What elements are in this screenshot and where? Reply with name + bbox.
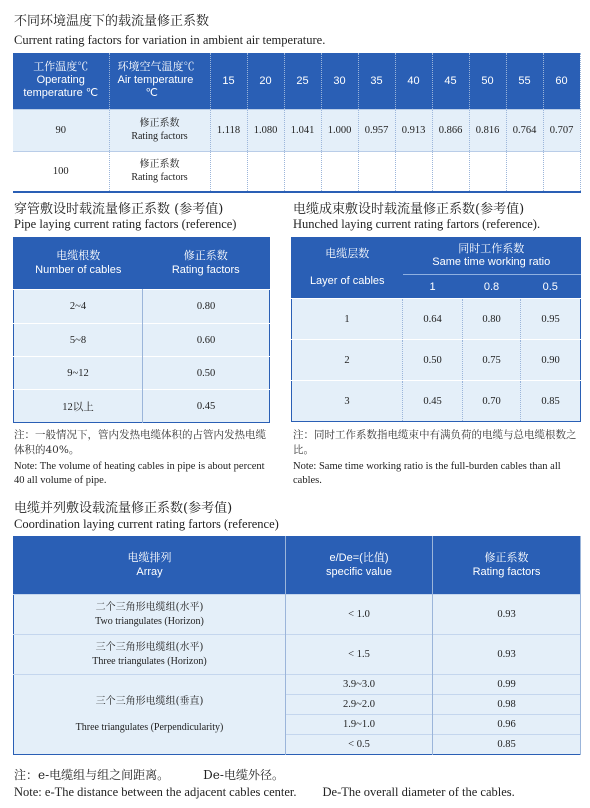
factor-cell: 0.95: [521, 299, 581, 340]
section2-note-cn: 注：一般情况下，管内发热电缆体积的占管内发热电缆体积的40%。: [14, 429, 266, 456]
temperature-factor-table: [13, 53, 581, 193]
table-header-row: [13, 53, 580, 109]
section2-title-en: Pipe laying current rating factors (reference): [14, 217, 237, 231]
section3-title-cn: 电缆成束敷设时载流量修正系数(参考值): [293, 202, 525, 217]
same-time-working-ratio-header: 同时工作系数 Same time working ratio: [403, 238, 581, 275]
factor-cell: [469, 151, 506, 192]
section4-note-en: Note: e-The distance between the adjacent cables center. De-The overall diameter of the cables.: [14, 785, 515, 799]
table-row: [14, 675, 581, 695]
rating-factor: 0.93: [433, 595, 581, 635]
specific-value: < 1.5: [286, 635, 433, 675]
factor-cell: 0.75: [463, 340, 521, 381]
pipe-laying-table: [13, 237, 270, 423]
specific-value: < 0.5: [286, 735, 433, 755]
table-row: [14, 290, 270, 324]
array-description: 三个三角形电缆组(垂直) Three triangulates (Perpendicularity): [14, 675, 286, 755]
temp-header: 60: [543, 53, 580, 109]
rating-factor: 0.80: [143, 290, 270, 324]
factor-cell: [358, 151, 395, 192]
rating-factor: 0.45: [143, 390, 270, 423]
section3-note-cn: 注：同时工作系数指电缆束中有满负荷的电缆与总电缆根数之比。: [293, 429, 577, 456]
factor-cell: 1.080: [247, 109, 284, 151]
rating-factor: 0.85: [433, 735, 581, 755]
rating-factor: 0.50: [143, 357, 270, 390]
cable-count: 12以上: [14, 390, 143, 423]
rating-factor: 0.98: [433, 695, 581, 715]
section4-title-en: Coordination laying current rating fartors (reference): [14, 517, 279, 531]
row-label: 修正系数 Rating factors: [109, 109, 210, 151]
table-header-row: [292, 238, 581, 275]
factor-cell: 1.118: [210, 109, 247, 151]
operating-temperature-header: 工作温度℃ Operating temperature ℃: [13, 53, 109, 109]
number-of-cables-header: 电缆根数 Number of cables: [14, 238, 143, 290]
cable-count: 9~12: [14, 357, 143, 390]
factor-cell: [543, 151, 580, 192]
hunched-laying-table: [291, 237, 581, 422]
factor-cell: 0.816: [469, 109, 506, 151]
table-row: [13, 151, 580, 192]
table-row: [292, 381, 581, 422]
factor-cell: [395, 151, 432, 192]
temp-header: 55: [506, 53, 543, 109]
factor-cell: 0.90: [521, 340, 581, 381]
section3-note-en: Note: Same time working ratio is the full-burden cables than all cables.: [293, 461, 561, 486]
section1-title-en: Current rating factors for variation in ambient air temperature.: [14, 33, 326, 47]
ambient-temperature-header: 环境空气温度℃ Air temperature ℃: [109, 53, 210, 109]
factor-cell: 0.957: [358, 109, 395, 151]
layer-count: 2: [292, 340, 403, 381]
factor-cell: 1.000: [321, 109, 358, 151]
table-row: [13, 109, 580, 151]
table-header-row: [14, 238, 270, 290]
factor-cell: [210, 151, 247, 192]
table-row: [14, 357, 270, 390]
layer-count: 3: [292, 381, 403, 422]
factor-cell: 0.80: [463, 299, 521, 340]
ratio-header: 1: [403, 275, 463, 299]
factor-cell: [506, 151, 543, 192]
rating-factors-header: 修正系数 Rating factors: [433, 537, 581, 595]
temp-header: 50: [469, 53, 506, 109]
table-row: [292, 340, 581, 381]
factor-cell: [321, 151, 358, 192]
factor-cell: 0.70: [463, 381, 521, 422]
table-header-row: [14, 537, 581, 595]
temp-header: 40: [395, 53, 432, 109]
temp-header: 20: [247, 53, 284, 109]
table-row: [14, 595, 581, 635]
factor-cell: 0.50: [403, 340, 463, 381]
rating-factor: 0.60: [143, 324, 270, 357]
rating-factor: 0.96: [433, 715, 581, 735]
coordination-laying-table: [13, 536, 581, 755]
table-row: [14, 635, 581, 675]
rating-factor: 0.99: [433, 675, 581, 695]
temp-header: 30: [321, 53, 358, 109]
factor-cell: [247, 151, 284, 192]
factor-cell: 0.85: [521, 381, 581, 422]
factor-cell: 0.707: [543, 109, 580, 151]
specific-value: 3.9~3.0: [286, 675, 433, 695]
row-temp: 100: [13, 151, 109, 192]
factor-cell: 1.041: [284, 109, 321, 151]
rating-factors-header: 修正系数 Rating factors: [143, 238, 270, 290]
array-description: 三个三角形电缆组(水平) Three triangulates (Horizon): [14, 635, 286, 675]
temp-header: 25: [284, 53, 321, 109]
table-row: [14, 324, 270, 357]
row-temp: 90: [13, 109, 109, 151]
temp-header: 35: [358, 53, 395, 109]
factor-cell: [284, 151, 321, 192]
layer-of-cables-header: 电缆层数 Layer of cables: [292, 238, 403, 299]
specific-value-header: e/De=(比值) specific value: [286, 537, 433, 595]
row-label: 修正系数 Rating factors: [109, 151, 210, 192]
section2-title-cn: 穿管敷设时载流量修正系数 (参考值): [14, 202, 224, 217]
specific-value: 1.9~1.0: [286, 715, 433, 735]
layer-count: 1: [292, 299, 403, 340]
factor-cell: 0.866: [432, 109, 469, 151]
temp-header: 45: [432, 53, 469, 109]
factor-cell: 0.64: [403, 299, 463, 340]
temp-header: 15: [210, 53, 247, 109]
factor-cell: [432, 151, 469, 192]
table-row: [292, 299, 581, 340]
specific-value: < 1.0: [286, 595, 433, 635]
ratio-header: 0.8: [463, 275, 521, 299]
specific-value: 2.9~2.0: [286, 695, 433, 715]
section4-title-cn: 电缆并列敷设载流量修正系数(参考值): [14, 501, 233, 516]
rating-factor: 0.93: [433, 635, 581, 675]
section3-title-en: Hunched laying current rating fartors (reference).: [293, 217, 541, 231]
section1-title-cn: 不同环境温度下的载流量修正系数: [14, 14, 210, 29]
factor-cell: 0.913: [395, 109, 432, 151]
cable-count: 2~4: [14, 290, 143, 324]
cable-count: 5~8: [14, 324, 143, 357]
section2-note-en: Note: The volume of heating cables in pipe is about percent 40 all volume of pipe.: [14, 461, 265, 486]
array-header: 电缆排列 Array: [14, 537, 286, 595]
ratio-header: 0.5: [521, 275, 581, 299]
section4-note-cn: 注：e-电缆组与组之间距离。 De-电缆外径。: [14, 768, 284, 782]
factor-cell: 0.764: [506, 109, 543, 151]
array-description: 二个三角形电缆组(水平) Two triangulates (Horizon): [14, 595, 286, 635]
table-row: [14, 390, 270, 423]
factor-cell: 0.45: [403, 381, 463, 422]
